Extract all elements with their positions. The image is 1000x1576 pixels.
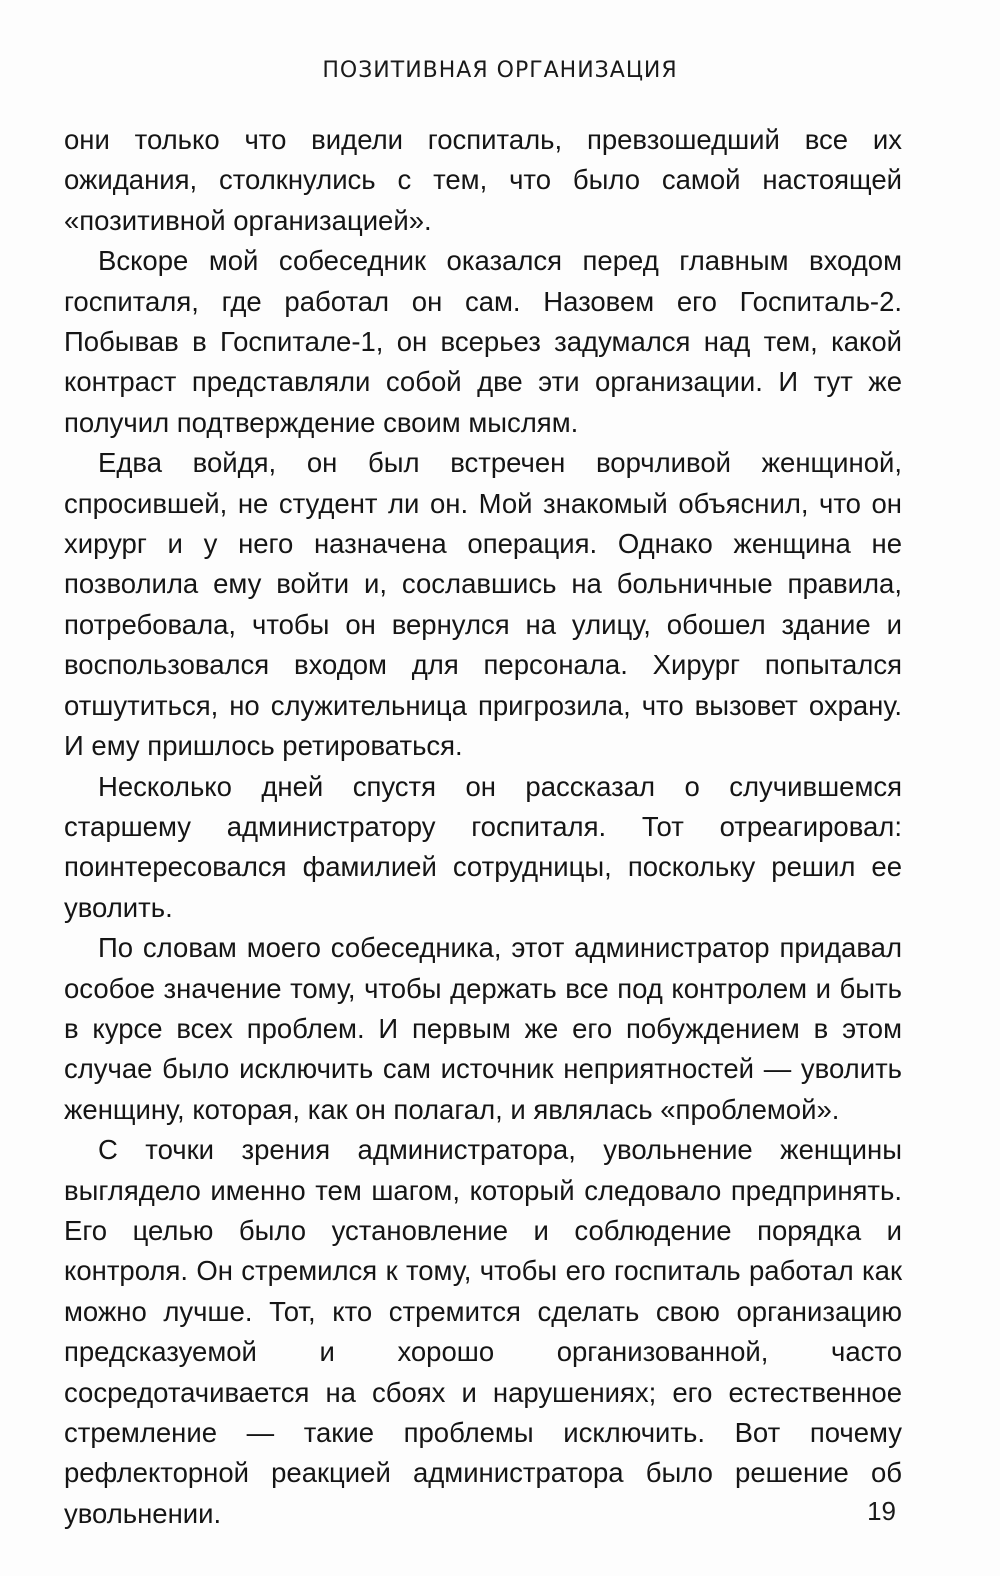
paragraph: Вскоре мой собеседник оказался перед главным входом госпиталя, где работал он сам. Назовем его Госпиталь-2. Побывав в Госпитале-1, он всерьез задумался над тем, какой контраст представляли собой две эти организации. И тут же получил подтверждение своим мыслям. [64,245,902,438]
paragraph-continuation: они только что видели госпиталь, превзошедший все их ожидания, столкнулись с тем, что было самой настоящей «позитивной организацией». [64,124,902,236]
paragraph: С точки зрения администратора, увольнение женщины выглядело именно тем шагом, который следовало предпринять. Его целью было установление и соблюдение порядка и контроля. Он стремился к тому, чтобы его госпиталь работал как можно лучше. Тот, кто стремится сделать свою организацию предсказуемой и хорошо организованной, часто сосредотачивается на сбоях и нарушениях; его естественное стремление — такие проблемы исключить. Вот почему рефлекторной реакцией администратора было решение об увольнении. [64,1134,902,1529]
page-number: 19 [867,1496,896,1526]
paragraph: Несколько дней спустя он рассказал о случившемся старшему администратору госпиталя. Тот отреагировал: поинтересовался фамилией сотрудницы, поскольку решил ее уволить. [64,770,902,923]
paragraph: По словам моего собеседника, этот администратор придавал особое значение тому, чтобы держать все под контролем и быть в курсе всех проблем. И первым же его побуждением в этом случае было исключить сам источник неприятностей — уволить женщину, которая, как он полагал, и являлась «проблемой». [64,932,902,1125]
paragraph: Едва войдя, он был встречен ворчливой женщиной, спросившей, не студент ли он. Мой знакомый объяснил, что он хирург и у него назначена операция. Однако женщина не позволила ему войти и, сославшись на больничные правила, потребовала, чтобы он вернулся на улицу, обошел здание и воспользовался входом для персонала. Хирург попытался отшутиться, но служительница пригрозила, что вызовет охрану. И ему пришлось ретироваться. [64,447,902,762]
running-title: ПОЗИТИВНАЯ ОРГАНИЗАЦИЯ [322,58,678,83]
page-body [64,120,902,1534]
